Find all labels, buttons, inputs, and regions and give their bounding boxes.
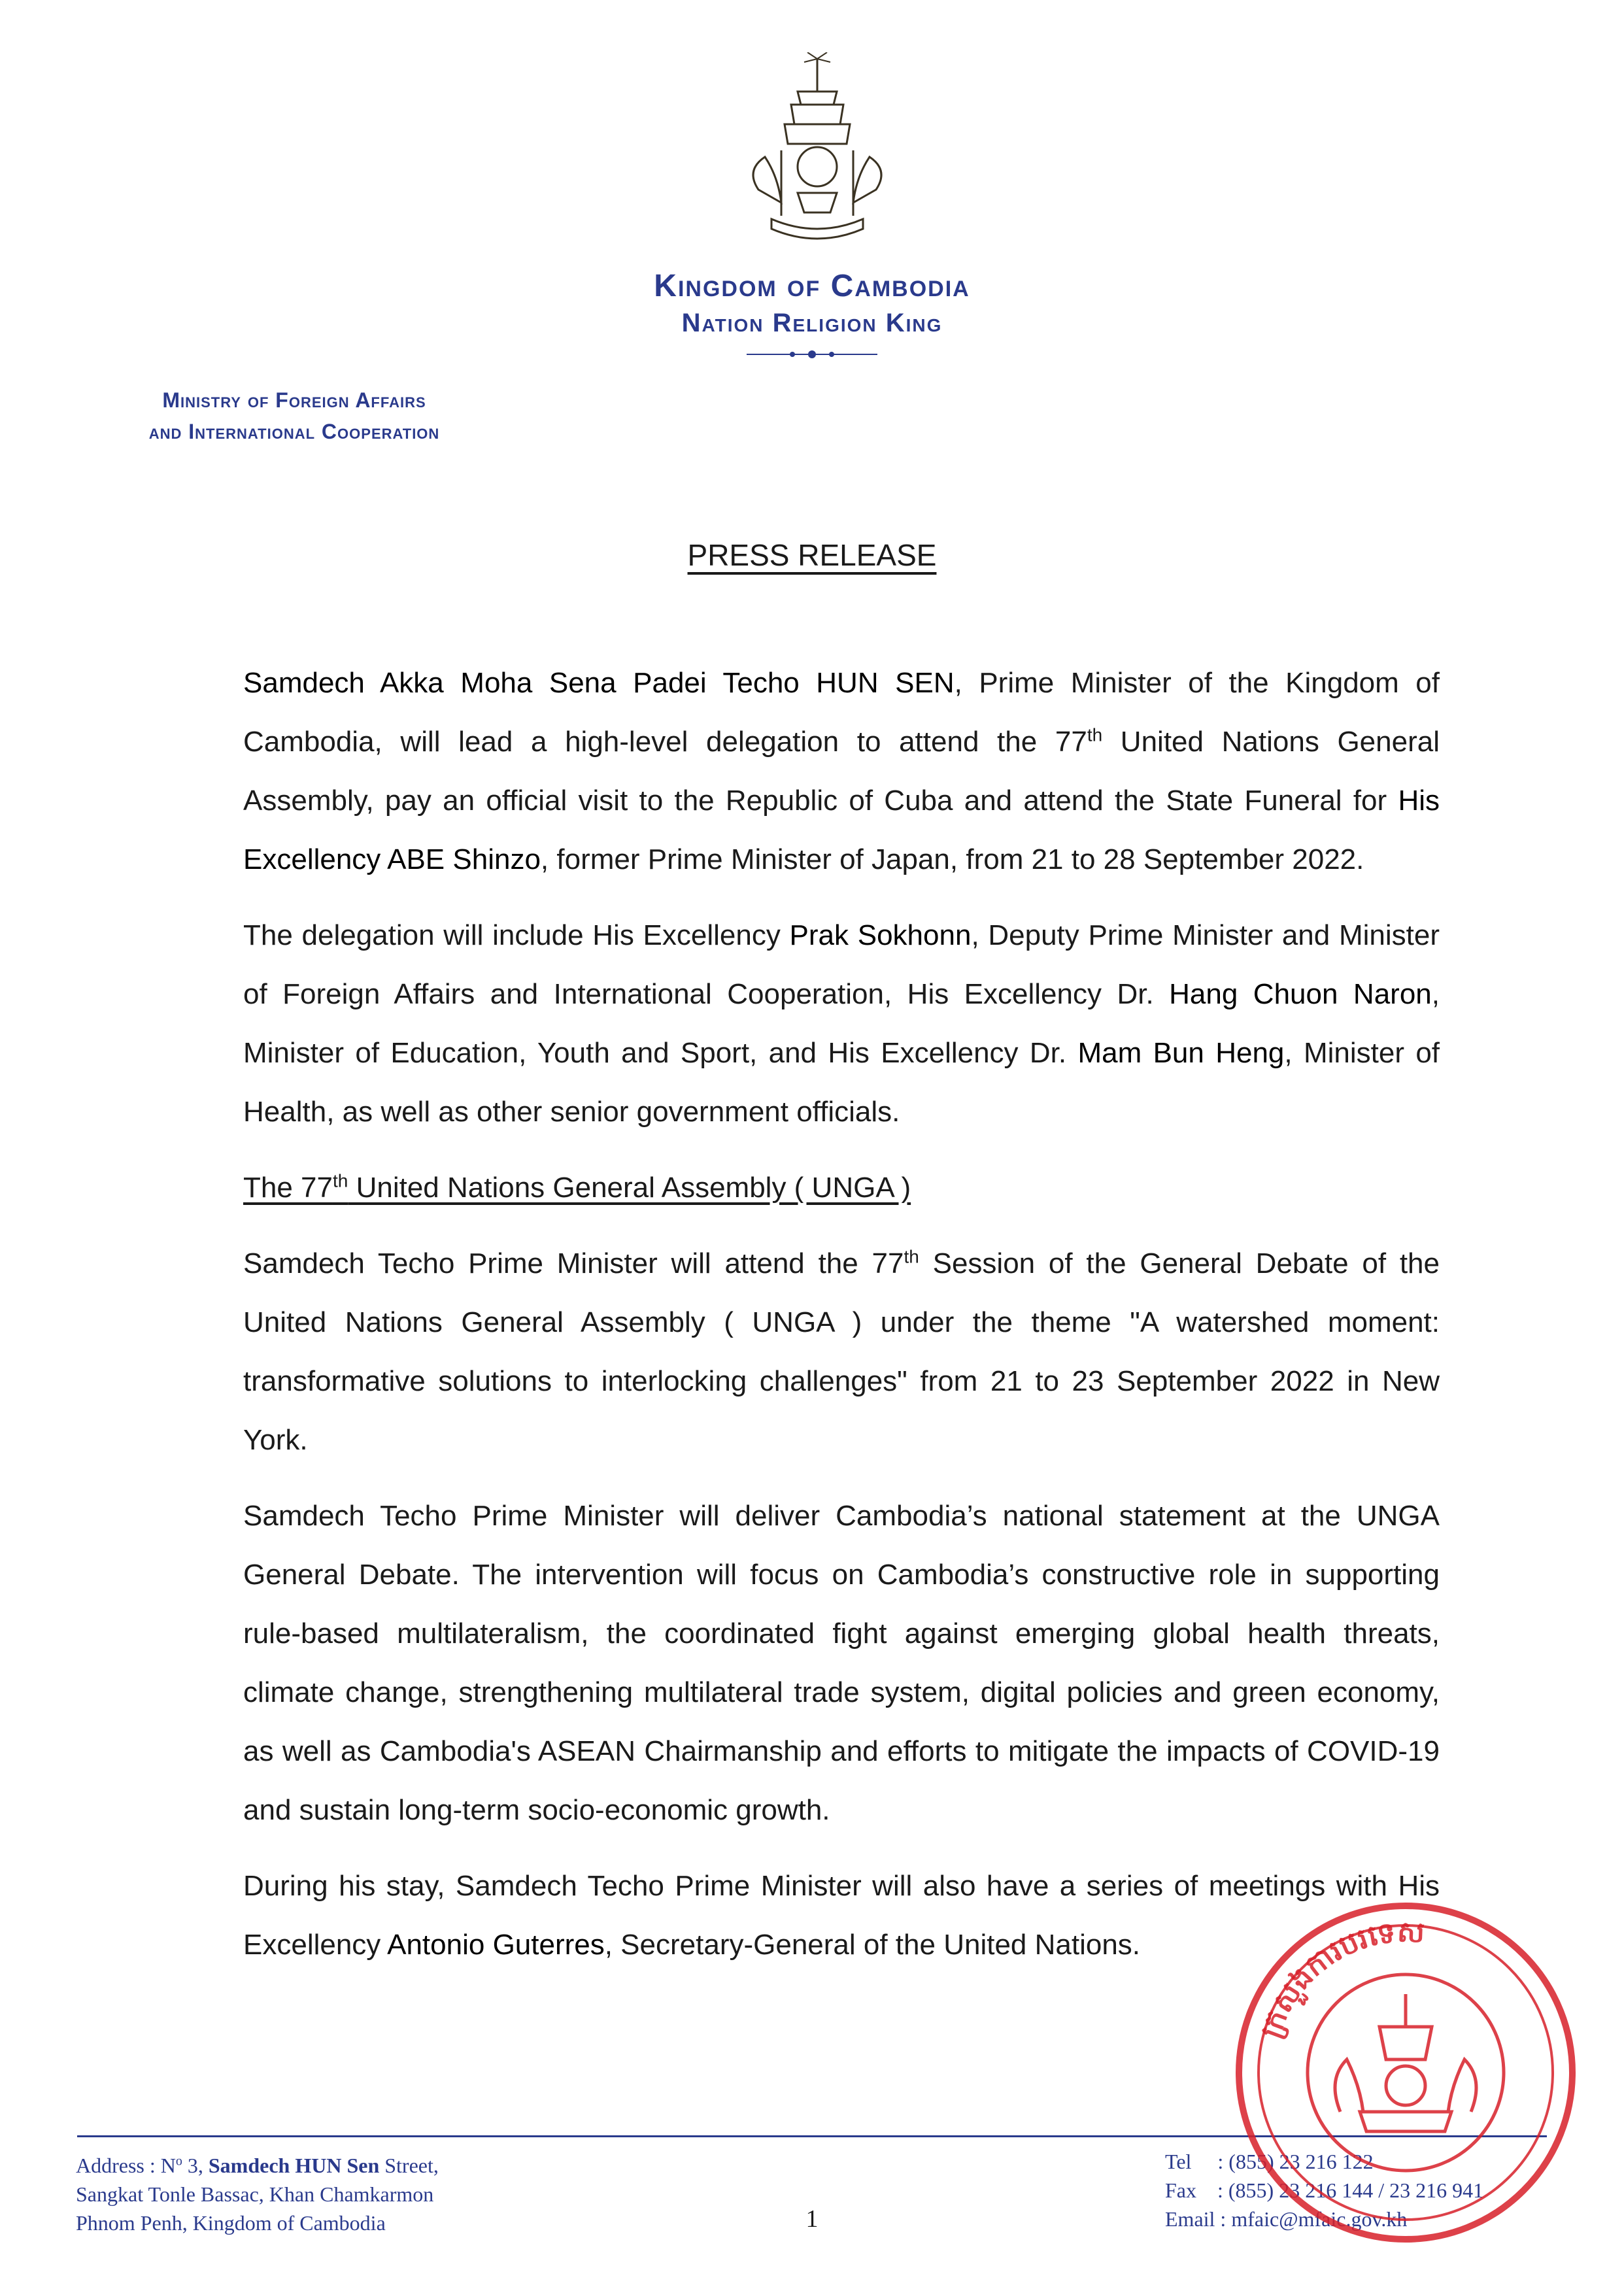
contact-tel: Tel : (855) 23 216 122 (1165, 2150, 1374, 2173)
delegate-name: Mam Bun Heng (1077, 1037, 1285, 1069)
text-run: Session of the General Debate of the United Nations General Assembly ( UNGA ) under the theme "A watershed moment: transformative solutions to interlocking challenges" from 21 to 23 September 2022 in New York. (243, 1247, 1440, 1456)
ministry-line-1: Ministry of Foreign Affairs (162, 388, 426, 412)
delegate-name: Prak Sokhonn (789, 919, 972, 951)
ministry-name (39, 384, 549, 447)
text-run: , Deputy Prime Minister and Minister of Foreign Affairs and International Cooperation, His Excellency Dr. (243, 919, 1440, 1010)
official-seal-stamp-icon (1229, 1896, 1582, 2249)
guterres-name: Antonio Guterres (387, 1929, 605, 1961)
svg-text:ក្រសួងការបរទេស (1254, 1915, 1425, 2042)
seal-text: ក្រសួងការបរទេស (1253, 1915, 1426, 2042)
text-run: The delegation will include His Excellency (243, 919, 790, 951)
text-run: , Minister of Education, Youth and Sport, and His Excellency Dr. (243, 978, 1440, 1069)
delegate-name: Hang Chuon Naron (1169, 978, 1432, 1010)
contact-email: Email : mfaic@mfaic.gov.kh (1165, 2207, 1408, 2231)
superscript: th (904, 1246, 919, 1267)
text-run: During his stay, Samdech Techo Prime Minister will also have a series of meetings with His Excellency (243, 1870, 1440, 1961)
page-number: 1 (805, 2205, 819, 2233)
press-release-body (243, 654, 1440, 1991)
text-run: United Nations General Assembly, pay an official visit to the Republic of Cuba and attend the State Funeral for (243, 726, 1440, 817)
pm-name: Samdech Akka Moha Sena Padei Techo HUN SEN (243, 667, 955, 699)
text-run: , Minister of Health, as well as other senior government officials. (243, 1037, 1440, 1128)
address-line-3: Phnom Penh, Kingdom of Cambodia (76, 2211, 386, 2235)
text-run: , former Prime Minister of Japan, from 21 to 28 September 2022. (540, 843, 1364, 875)
national-motto: Nation Religion King (681, 309, 943, 337)
street-name: Samdech HUN Sen (208, 2154, 380, 2177)
paragraph-intro (243, 654, 1440, 889)
address-line-2: Sangkat Tonle Bassac, Khan Chamkarmon (76, 2182, 434, 2206)
kingdom-heading: Kingdom of Cambodia (654, 269, 970, 303)
ministry-line-2: and International Cooperation (148, 420, 440, 443)
paragraph-general-debate (243, 1234, 1440, 1470)
text-run: , Prime Minister of the Kingdom of Cambodia, will lead a high-level delegation to attend the 77 (243, 667, 1440, 758)
text-run: Address : N (76, 2154, 176, 2177)
contact-fax: Fax : (855) 23 216 144 / 23 216 941 (1165, 2178, 1484, 2202)
text-run: United Nations General Assembly ( UNGA ) (348, 1172, 911, 1204)
text-run: Samdech Techo Prime Minister will attend the 77 (243, 1247, 904, 1279)
document-title: PRESS RELEASE (687, 538, 937, 572)
text-run: , Secretary-General of the United Nations. (604, 1929, 1141, 1961)
abe-name: His Excellency ABE Shinzo (243, 785, 1440, 875)
text-run: 3, (182, 2154, 209, 2177)
superscript: th (332, 1170, 348, 1191)
royal-coat-of-arms-icon (719, 52, 915, 248)
paragraph-delegation (243, 906, 1440, 1142)
ornament-divider-icon (740, 347, 884, 362)
text-run: The 77 (243, 1172, 333, 1204)
section-heading-unga (243, 1159, 1440, 1217)
address-line-1 (76, 2151, 439, 2180)
superscript: o (175, 2154, 182, 2169)
superscript: th (1087, 724, 1103, 745)
text-run: Street, (379, 2154, 439, 2177)
paragraph-statement: Samdech Techo Prime Minister will deliver Cambodia’s national statement at the UNGA General Debate. The intervention will focus on Cambodia’s constructive role in supporting rule-based multilateralism, the coordinated fight against emerging global health threats, climate change, strengthening multilateral trade system, digital policies and green economy, as well as Cambodia's ASEAN Chairmanship and efforts to mitigate the impacts of COVID-19 and sustain long-term socio-economic growth. (243, 1500, 1440, 1826)
